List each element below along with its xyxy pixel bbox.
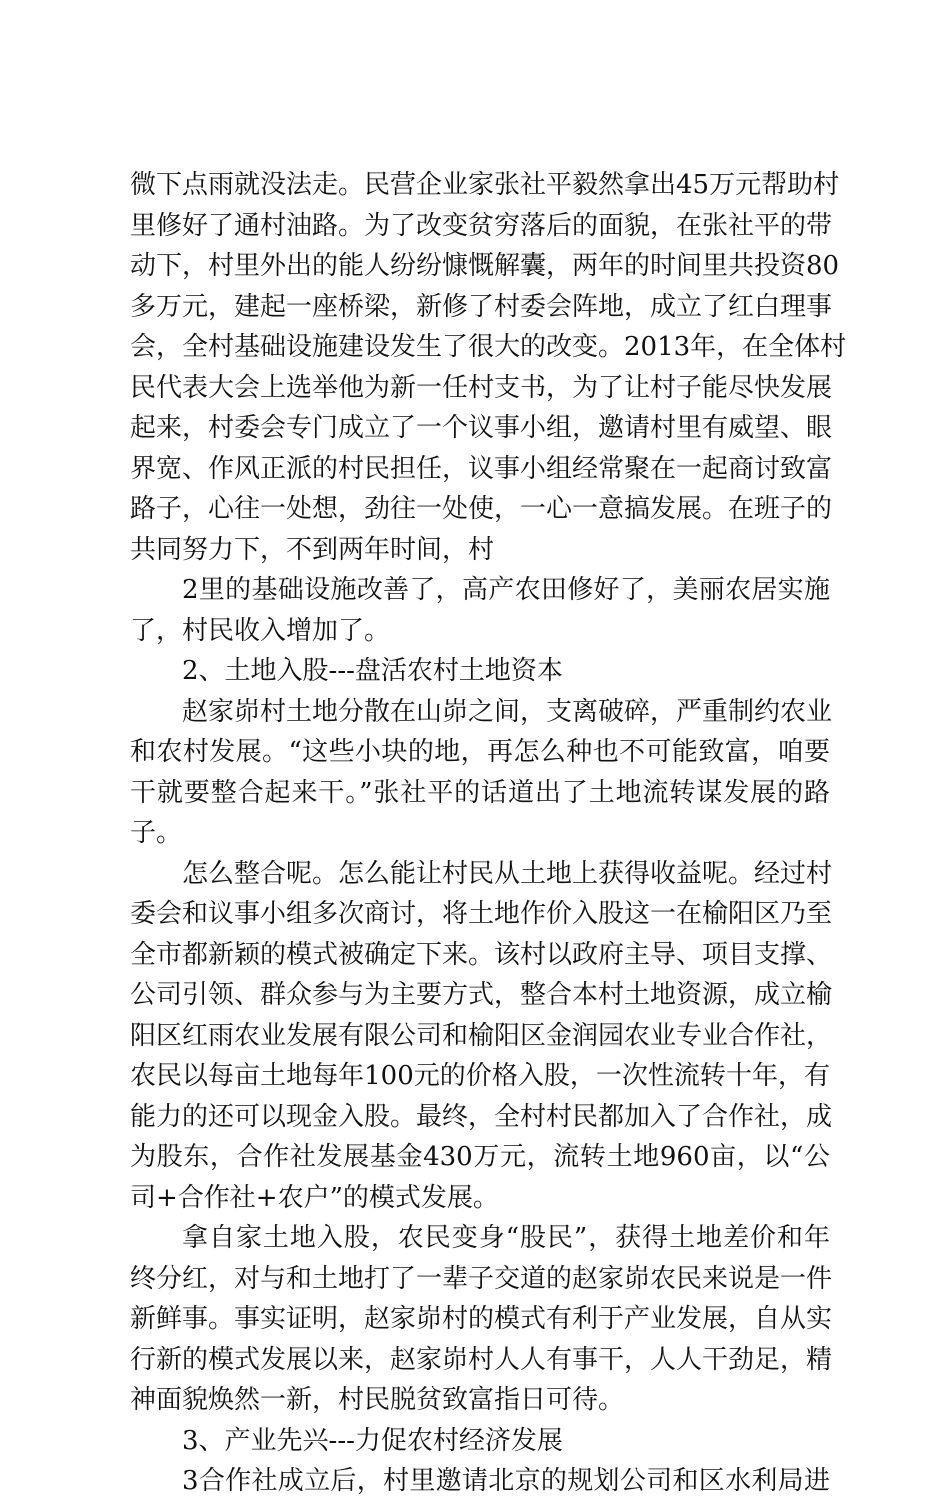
text-line: 全市都新颖的模式被确定下来。该村以政府主导、项目支撑、: [130, 939, 833, 970]
text-line: 司+合作社+农户”的模式发展。: [130, 1182, 499, 1213]
text-line: 阳区红雨农业发展有限公司和榆阳区金润园农业专业合作社，: [130, 1020, 833, 1051]
text-line: 路子，心往一处想，劲往一处使，一心一意搞发展。在班子的: [130, 494, 833, 524]
text-line: 界宽、作风正派的村民担任，议事小组经常聚在一起商讨致富: [130, 453, 833, 484]
text-line: 神面貌焕然一新，村民脱贫致富指日可待。: [130, 1385, 625, 1415]
text-line: 民代表大会上选举他为新一任村支书，为了让村子能尽快发展: [130, 372, 833, 403]
text-line: 和农村发展。“这些小块的地，再怎么种也不可能致富，咱要: [130, 737, 830, 767]
text-line: 为股东，合作社发展基金430万元，流转土地960亩，以“公: [130, 1142, 830, 1172]
text-line: 里修好了通村油路。为了改变贫穷落后的面貌，在张社平的带: [130, 210, 833, 241]
text-line: 农民以每亩土地每年100元的价格入股，一次性流转十年，有: [130, 1061, 830, 1091]
text-line: 能力的还可以现金入股。最终，全村村民都加入了合作社，成: [130, 1101, 833, 1132]
text-line: 委会和议事小组多次商讨，将土地作价入股这一在榆阳区乃至: [130, 899, 833, 929]
text-line: 3、产业先兴---力促农村经济发展: [182, 1425, 563, 1456]
text-line: 干就要整合起来干。”张社平的话道出了土地流转谋发展的路: [130, 777, 830, 808]
text-line: 子。: [130, 818, 183, 848]
text-line: 公司引领、群众参与为主要方式，整合本村土地资源，成立榆: [130, 980, 833, 1010]
text-line: 3合作社成立后，村里邀请北京的规划公司和区水利局进: [182, 1466, 830, 1496]
text-line: 拿自家土地入股，农民变身“股民”，获得土地差价和年: [182, 1223, 830, 1253]
text-line: 新鲜事。事实证明，赵家峁村的模式有利于产业发展，自从实: [130, 1304, 833, 1334]
text-line: 共同努力下，不到两年时间，村: [130, 534, 495, 565]
text-line: 赵家峁村土地分散在山峁之间，支离破碎，严重制约农业: [182, 696, 833, 727]
document-body: [130, 165, 847, 1502]
text-line: 2、土地入股---盘活农村土地资本: [182, 656, 563, 686]
text-line: 行新的模式发展以来，赵家峁村人人有事干，人人干劲足，精: [130, 1344, 833, 1375]
text-line: 微下点雨就没法走。民营企业家张社平毅然拿出45万元帮助村: [130, 170, 840, 200]
text-line: 起来，村委会专门成立了一个议事小组，邀请村里有威望、眼: [130, 413, 833, 443]
text-line: 终分红，对与和土地打了一辈子交道的赵家峁农民来说是一件: [130, 1263, 833, 1294]
text-line: 怎么整合呢。怎么能让村民从土地上获得收益呢。经过村: [182, 858, 833, 889]
text-line: 了，村民收入增加了。: [130, 615, 391, 646]
text-line: 动下，村里外出的能人纷纷慷慨解囊，两年的时间里共投资80: [130, 251, 840, 281]
text-line: 2里的基础设施改善了，高产农田修好了，美丽农居实施: [182, 575, 830, 605]
text-line: 会，全村基础设施建设发生了很大的改变。2013年，在全体村: [130, 332, 847, 362]
text-line: 多万元，建起一座桥梁，新修了村委会阵地，成立了红白理事: [130, 291, 833, 322]
